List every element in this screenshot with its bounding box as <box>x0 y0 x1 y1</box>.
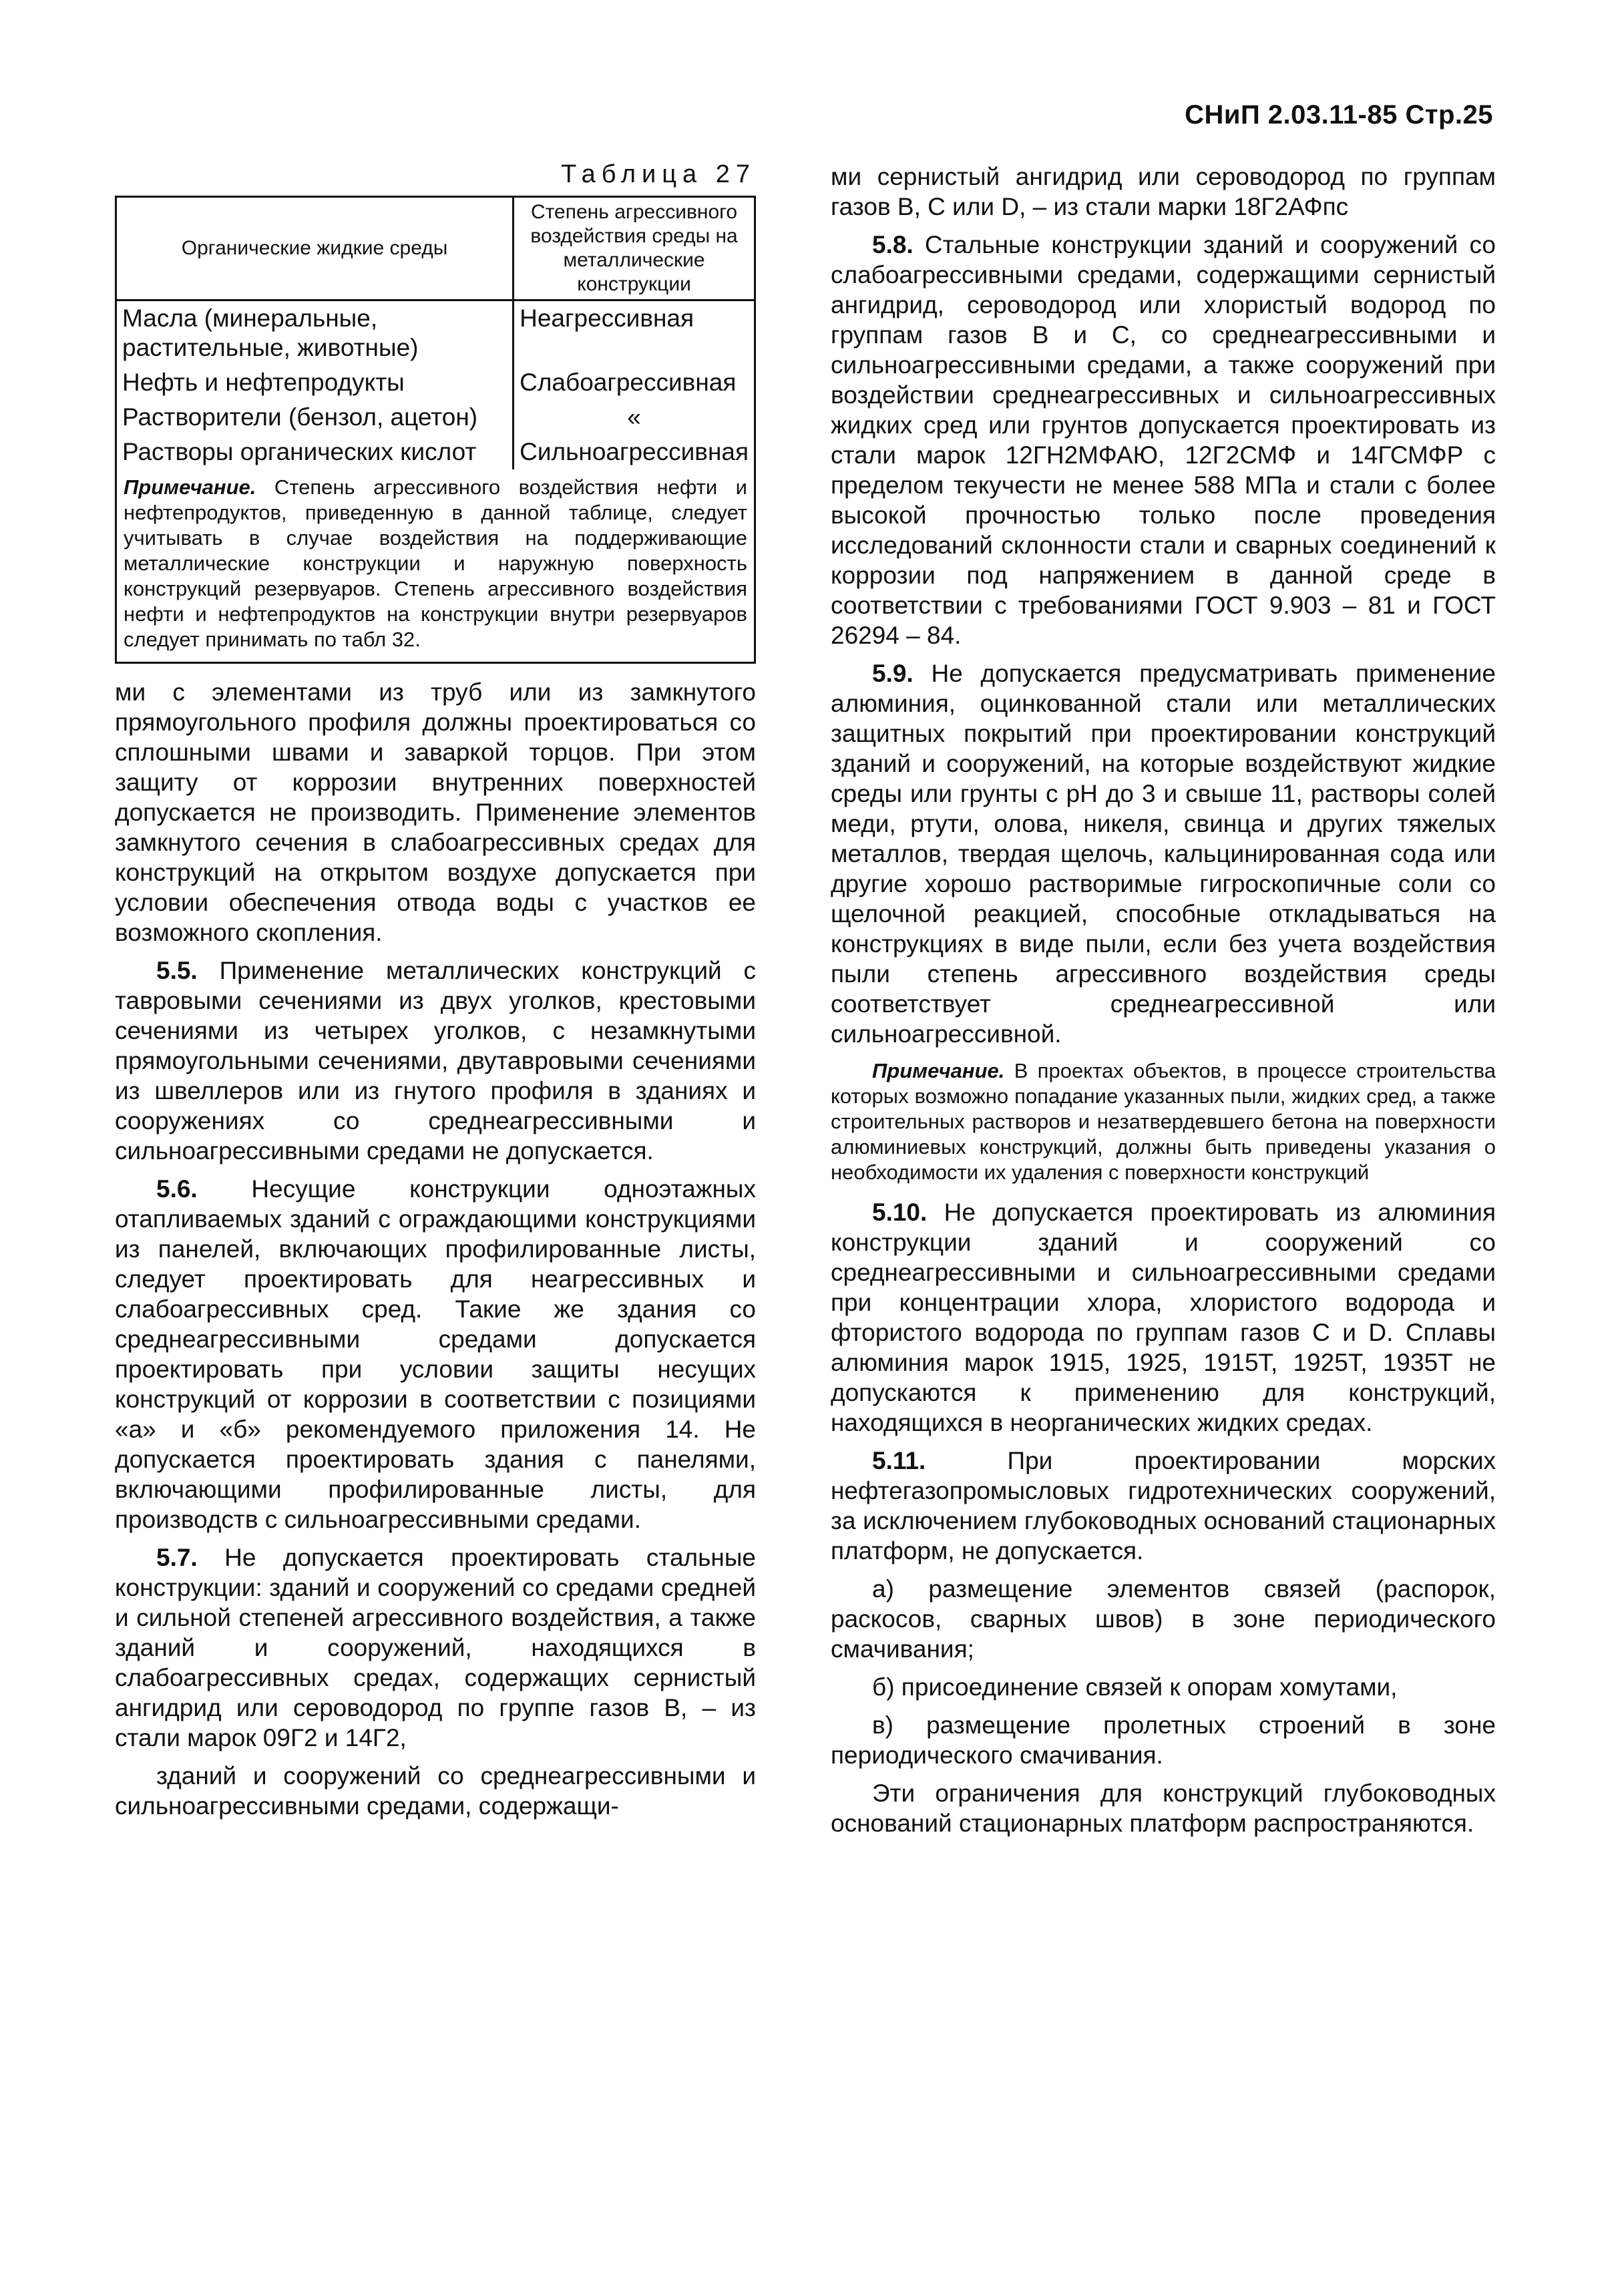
clause-number: 5.10. <box>872 1199 928 1226</box>
table-cell-medium: Растворители (бензол, ацетон) <box>122 403 478 431</box>
table-cell-degree: Сильноагрессивная <box>514 435 754 469</box>
table-note-text: Степень агрессивного воздействия нефти и нефтепродуктов, приведенную в данной таблице, следует учитывать в случае воздействия на поддерживающие металлические конструкции и наружную поверхность конструкций резервуаров. Степень агрессивного воздействия нефти и нефтепродуктов на конструкции внутри резервуаров следует принимать по табл 32. <box>124 475 747 651</box>
list-item-a: а) размещение элементов связей (распорок, раскосов, сварных швов) в зоне периодического смачивания; <box>831 1575 1496 1663</box>
clause-number: 5.11. <box>872 1447 926 1474</box>
table-27-grid <box>117 198 754 469</box>
clause-number: 5.9. <box>872 660 914 687</box>
clause-5-10 <box>831 1197 1496 1438</box>
ditto-mark: « <box>627 403 641 431</box>
table-note <box>117 469 754 662</box>
clause-text: При проектировании морских нефтегазопромысловых гидротехнических сооружений, за исключением глубоководных оснований стационарных платформ, не допускается. <box>831 1447 1496 1565</box>
table-row <box>117 365 754 400</box>
page-header: СНиП 2.03.11-85 Стр.25 <box>1185 100 1493 130</box>
table-note-label: Примечание. <box>124 475 256 499</box>
table-row <box>117 300 754 366</box>
clause-5-11 <box>831 1446 1496 1566</box>
table-cell-medium: Масла (минеральные, растительные, животные) <box>122 304 419 361</box>
clause-note-label: Примечание. <box>872 1059 1005 1082</box>
clause-number: 5.7. <box>156 1544 198 1571</box>
clause-text: Не допускается проектировать стальные конструкции: зданий и сооружений со средами средней и сильной степеней агрессивного воздействия, а также зданий и сооружений, находящихся в слабоагрессивных средах, содержащих сернистый ангидрид или сероводород по группе газов В, – из стали марок 09Г2 и 14Г2, <box>115 1544 756 1751</box>
right-column <box>831 162 1496 1838</box>
paragraph-continued: ми сернистый ангидрид или сероводород по группам газов В, С или D, – из стали марки 18Г2АФпс <box>831 163 1496 220</box>
table-header-degree: Степень агрессивного воздействия среды на металлические конструкции <box>514 198 754 300</box>
list-item-c: в) размещение пролетных строений в зоне периодического смачивания. <box>831 1711 1496 1769</box>
clause-note <box>831 1058 1496 1185</box>
clause-text: Применение металлических конструкций с тавровыми сечениями из двух уголков, крестовыми сечениями из четырех уголков, с незамкнутыми прямоугольными сечениями, двутавровыми сечениями из швеллеров или из гнутого профиля в зданиях и сооружениях со среднеагрессивными и сильноагрессивными средами не допускается. <box>115 957 756 1165</box>
clause-5-8 <box>831 230 1496 650</box>
table-27 <box>115 196 756 664</box>
table-caption: Таблица 27 <box>561 160 756 188</box>
clause-5-6 <box>115 1174 756 1534</box>
clause-text: Несущие конструкции одноэтажных отапливаемых зданий с ограждающими конструкциями из панелей, включающих профилированные листы, следует проектировать для неагрессивных и слабоагрессивных сред. Такие же здания со среднеагрессивными средами допускается проектировать при условии защиты несущих конструкций от коррозии в соответствии с позициями «а» и «б» рекомендуемого приложения 14. Не допускается проектировать здания с панелями, включающими профилированные листы, для производств с сильноагрессивными средами. <box>115 1175 756 1533</box>
table-cell-degree: Слабоагрессивная <box>514 365 754 400</box>
clause-5-9 <box>831 658 1496 1049</box>
table-header-row <box>117 198 754 300</box>
table-row <box>117 400 754 435</box>
paragraph-continued: ми с элементами из труб или из замкнутого прямоугольного профиля должны проектироваться со сплошными швами и заваркой торцов. При этом защиту от коррозии внутренних поверхностей допускается не производить. Применение элементов замкнутого сечения в слабоагрессивных средах для конструкций на открытом воздухе допускается при условии обеспечения отвода воды с участков ее возможного скопления. <box>115 678 756 946</box>
table-row <box>117 435 754 469</box>
table-header-medium: Органические жидкие среды <box>117 198 514 300</box>
clause-number: 5.6. <box>156 1175 198 1203</box>
clause-number: 5.5. <box>156 957 198 984</box>
clause-text: Стальные конструкции зданий и сооружений со слабоагрессивными средами, содержащими сернистый ангидрид, сероводород или хлористый водород по группам газов В и С, со среднеагрессивными и сильноагрессивными средами, а также сооружений при воздействии среднеагрессивных и сильноагрессивных жидких сред или грунтов допускается проектировать из стали марок 12ГН2МФАЮ, 12Г2СМФ и 14ГСМФР с пределом текучести не менее 588 МПа и стали с более высокой прочностью только после проведения исследований склонности стали и сварных соединений к коррозии под напряжением в данной среде в соответствии с требованиями ГОСТ 9.903 – 81 и ГОСТ 26294 – 84. <box>831 231 1496 649</box>
table-cell-degree: Неагрессивная <box>514 300 754 366</box>
list-item-b: б) присоединение связей к опорам хомутами, <box>872 1673 1398 1701</box>
table-cell-medium: Нефть и нефтепродукты <box>122 369 405 396</box>
clause-5-7-cont: зданий и сооружений со среднеагрессивными и сильноагрессивными средами, содержащи- <box>115 1762 756 1820</box>
clause-text: Не допускается предусматривать применение алюминия, оцинкованной стали или металлических защитных покрытий при проектировании конструкций зданий и сооружений, на которые воздействуют жидкие среды или грунты с pH до 3 и свыше 11, растворы солей меди, ртути, олова, никеля, свинца и других тяжелых металлов, твердая щелочь, кальцинированная сода или другие хорошо растворимые гигроскопичные соли со щелочной реакцией, способные откладываться на конструкциях в виде пыли, если без учета воздействия пыли степень агрессивного воздействия среды соответствует среднеагрессивной или сильноагрессивной. <box>831 660 1496 1048</box>
closing-paragraph: Эти ограничения для конструкций глубоководных оснований стационарных платформ распространяются. <box>831 1780 1496 1837</box>
clause-number: 5.8. <box>872 231 914 258</box>
clause-5-7 <box>115 1542 756 1753</box>
table-cell-degree <box>514 400 754 435</box>
left-column <box>115 160 756 1821</box>
clause-text: Не допускается проектировать из алюминия конструкции зданий и сооружений со среднеагрессивными и сильноагрессивными средами при концентрации хлора, хлористого водорода и фтористого водорода по группам газов С и D. Сплавы алюминия марок 1915, 1925, 1915Т, 1925Т, 1935Т не допускаются к применению для конструкций, находящихся в неорганических жидких средах. <box>831 1199 1496 1436</box>
clause-note-text: В проектах объектов, в процессе строительства которых возможно попадание указанных пыли, жидких сред, а также строительных растворов и незатвердевшего бетона на поверхности алюминиевых конструкций, должны быть приведены указания о необходимости их удаления с поверхности конструкций <box>831 1059 1496 1184</box>
table-cell-medium: Растворы органических кислот <box>122 438 477 465</box>
clause-5-5 <box>115 956 756 1166</box>
